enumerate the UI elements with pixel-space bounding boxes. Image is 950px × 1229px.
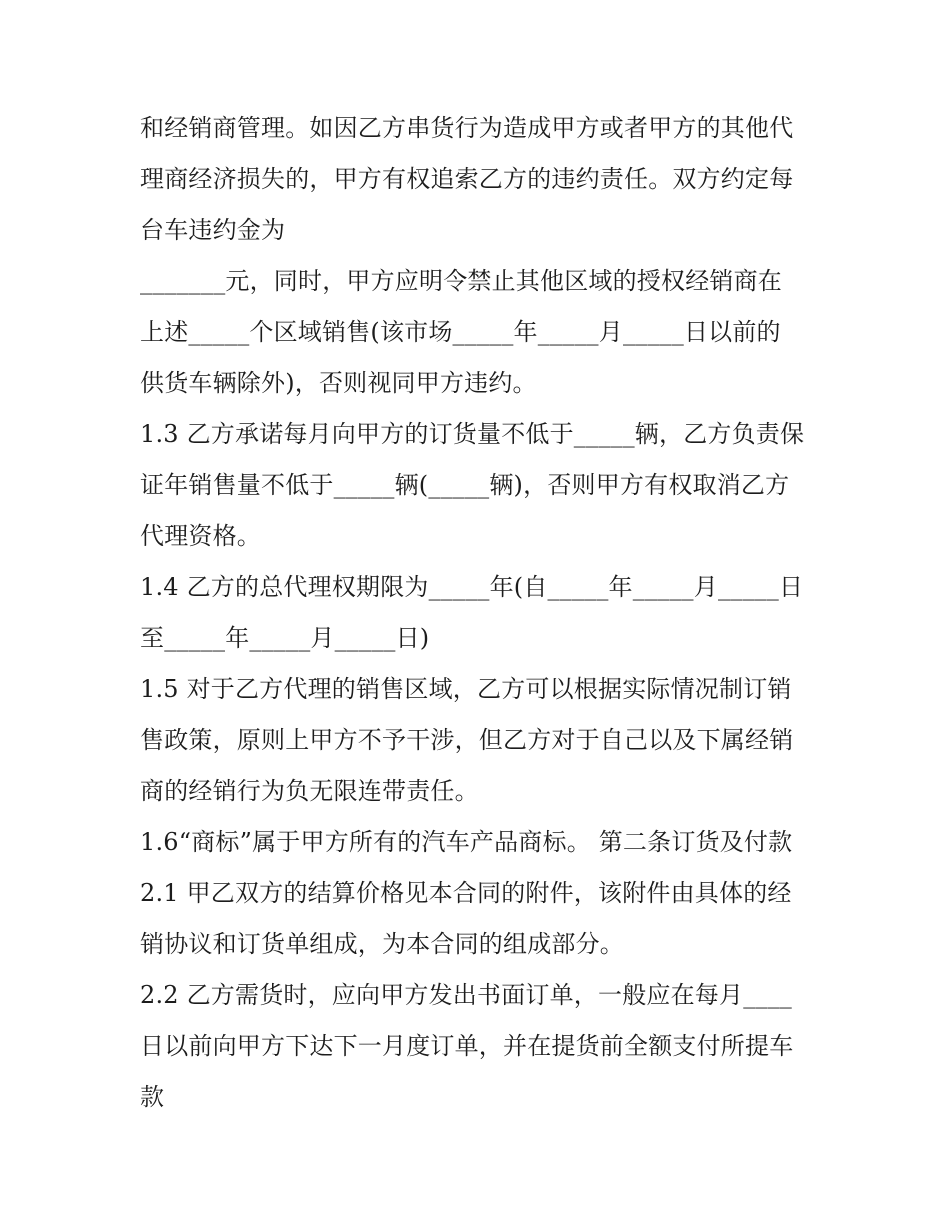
clause-1-4: 1.4 乙方的总代理权期限为_____年(自_____年_____月_____日 (140, 573, 804, 601)
text-line: 销协议和订货单组成，为本合同的组成部分。 (140, 930, 624, 958)
clause-1-3: 1.3 乙方承诺每月向甲方的订货量不低于_____辆，乙方负责保 (140, 420, 805, 448)
text-line: 售政策，原则上甲方不予干涉，但乙方对于自己以及下属经销 (140, 726, 794, 754)
text-line: 日以前向甲方下达下一月度订单，并在提货前全额支付所提车 (140, 1032, 794, 1060)
text-line: 代理资格。 (140, 522, 261, 550)
clause-1-6: 1.6“商标”属于甲方所有的汽车产品商标。 第二条订货及付款 (140, 828, 793, 856)
clause-2-1: 2.1 甲乙双方的结算价格见本合同的附件，该附件由具体的经 (140, 879, 792, 907)
text-line: _______元，同时，甲方应明令禁止其他区域的授权经销商在 (140, 267, 782, 295)
text-line: 理商经济损失的，甲方有权追索乙方的违约责任。双方约定每 (140, 165, 794, 193)
text-line: 和经销商管理。如因乙方串货行为造成甲方或者甲方的其他代 (140, 114, 794, 142)
text-line: 证年销售量不低于_____辆(_____辆)，否则甲方有权取消乙方 (140, 471, 790, 499)
document-body (140, 103, 840, 1123)
clause-1-5: 1.5 对于乙方代理的销售区域，乙方可以根据实际情况制订销 (140, 675, 792, 703)
text-line: 上述_____个区域销售(该市场_____年_____月_____日以前的 (140, 318, 781, 346)
text-line: 至_____年_____月_____日) (140, 624, 430, 652)
text-line: 商的经销行为负无限连带责任。 (140, 777, 479, 805)
text-line: 台车违约金为 (140, 216, 286, 244)
text-line: 款 (140, 1083, 165, 1111)
text-line: 供货车辆除外)，否则视同甲方违约。 (140, 369, 537, 397)
clause-2-2: 2.2 乙方需货时，应向甲方发出书面订单，一般应在每月____ (140, 981, 792, 1009)
